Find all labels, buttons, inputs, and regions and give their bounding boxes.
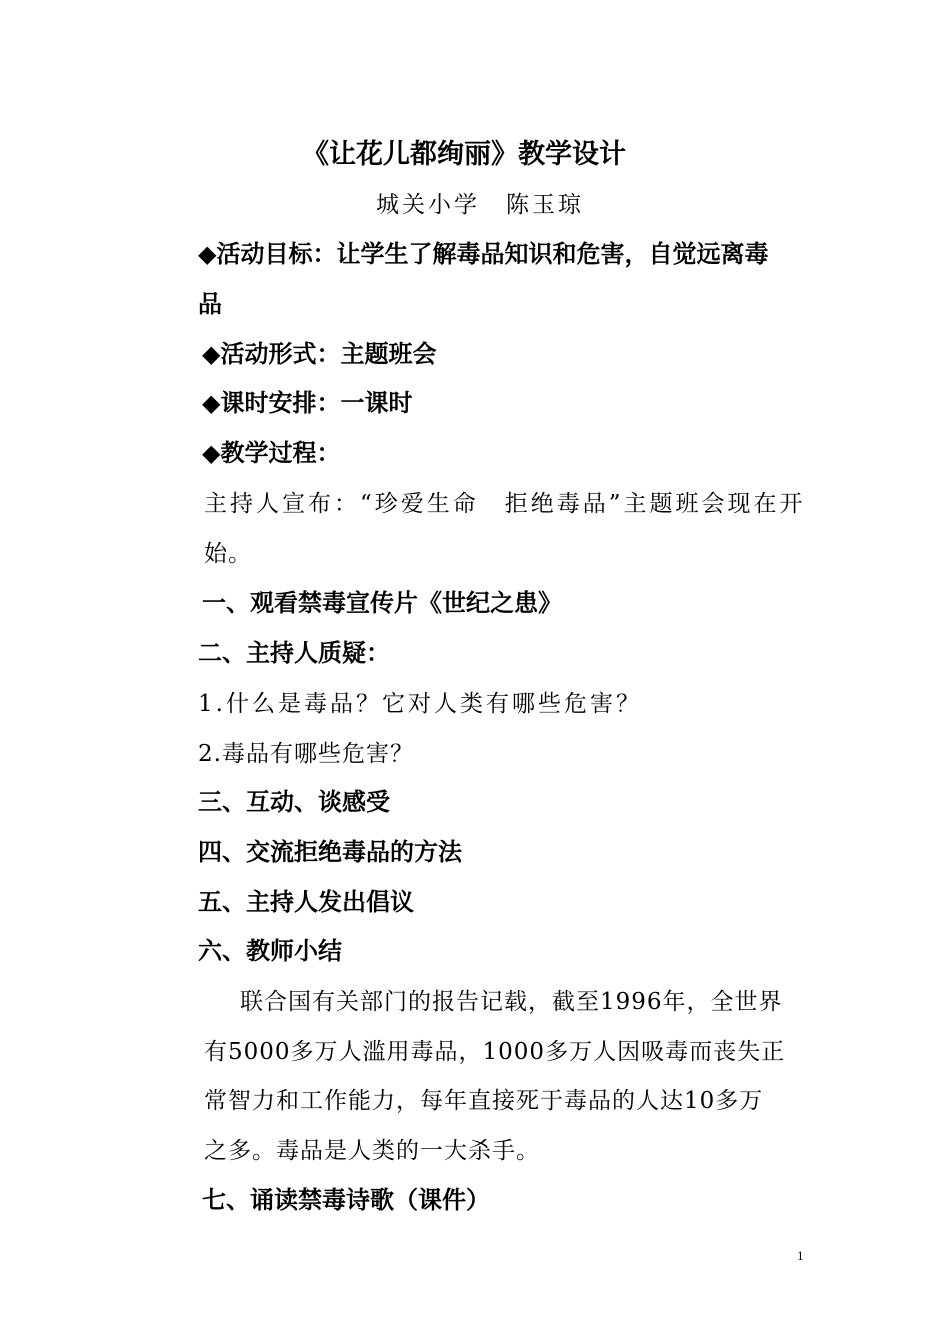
summary-paragraph-line-2: 有5000多万人滥用毒品，1000多万人因吸毒而丧失正 [204, 1039, 786, 1065]
step-1: 一、观看禁毒宣传片《世纪之患》 [202, 589, 562, 617]
question-1: 1.什么是毒品？它对人类有哪些危害？ [198, 691, 642, 717]
teaching-process-heading: ◆教学过程： [202, 439, 341, 467]
class-schedule: ◆课时安排：一课时 [202, 389, 413, 417]
step-7: 七、诵读禁毒诗歌（课件） [202, 1186, 490, 1214]
activity-form: ◆活动形式：主题班会 [202, 340, 437, 368]
author-line: 城关小学 陈玉琼 [376, 192, 584, 218]
step-6: 六、教师小结 [198, 937, 342, 965]
page-number: 1 [797, 1248, 804, 1263]
step-3: 三、互动、谈感受 [198, 788, 390, 816]
activity-goal-line-2: 品 [198, 290, 222, 318]
document-title: 《让花儿都绚丽》教学设计 [302, 139, 626, 170]
step-4: 四、交流拒绝毒品的方法 [198, 838, 462, 866]
summary-paragraph-line-1: 联合国有关部门的报告记载，截至1996年，全世界 [240, 989, 783, 1015]
host-announcement-line-1: 主持人宣布：“珍爱生命 拒绝毒品”主题班会现在开 [204, 491, 806, 517]
activity-goal-line-1: ◆活动目标：让学生了解毒品知识和危害，自觉远离毒 [198, 240, 769, 268]
summary-paragraph-line-3: 常智力和工作能力，每年直接死于毒品的人达10多万 [204, 1088, 764, 1114]
question-2: 2.毒品有哪些危害？ [198, 741, 414, 767]
step-2: 二、主持人质疑： [198, 639, 390, 667]
step-5: 五、主持人发出倡议 [198, 888, 414, 916]
host-announcement-line-2: 始。 [204, 541, 252, 567]
summary-paragraph-line-4: 之多。毒品是人类的一大杀手。 [204, 1138, 540, 1164]
